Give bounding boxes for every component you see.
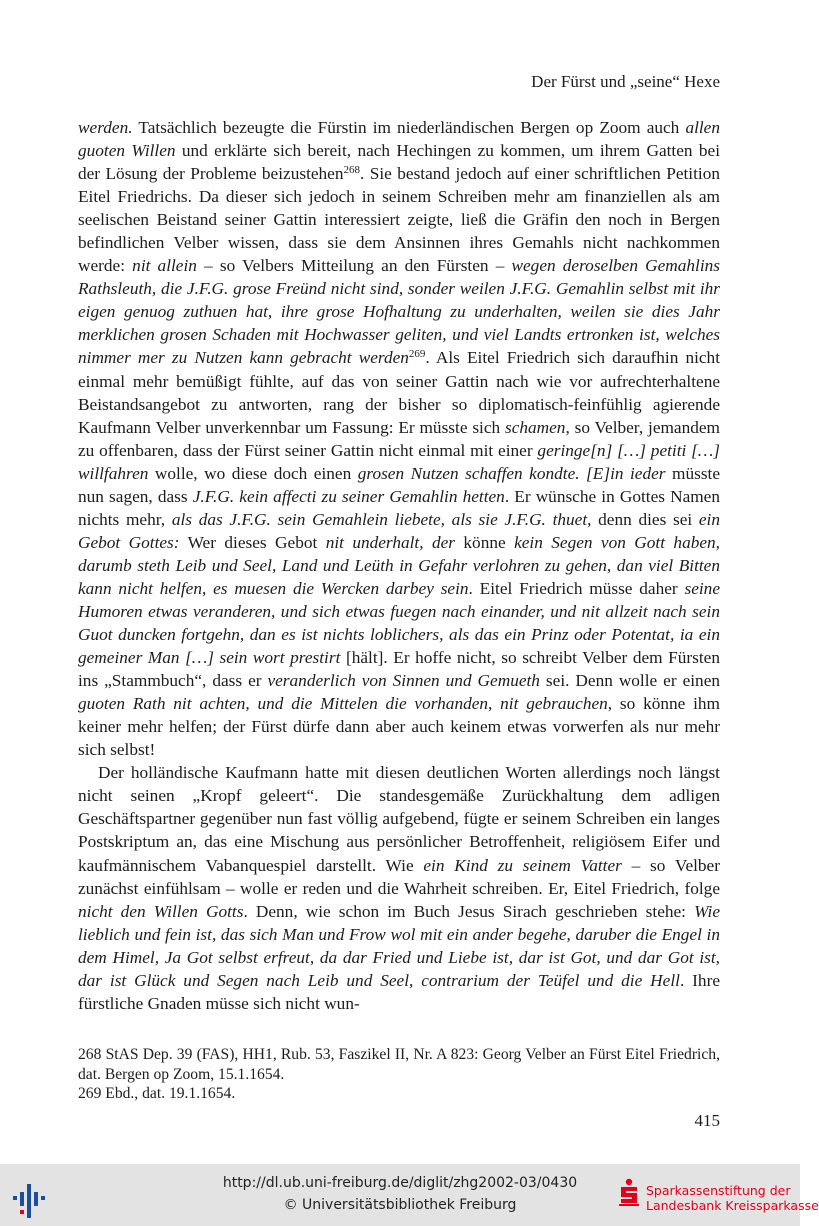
italic-quotation: ein Gebot Gottes: [78,509,721,552]
italic-quotation: nicht den Willen Gotts [78,901,244,921]
sponsor-block [618,1178,819,1218]
footnote-269: 269 Ebd., dat. 19.1.1654. [78,1085,236,1102]
italic-quotation: grosen Nutzen schaffen kondte. [E]in ieder [357,463,666,483]
running-head: Der Fürst und „seine“ Hexe [531,72,720,91]
sponsor-text [646,1183,819,1213]
italic-quotation: nit allein [132,256,197,276]
italic-quotation: allen guoten Willen [78,118,720,161]
body-text [78,116,720,1015]
page-number: 415 [694,1111,720,1130]
paragraph-1: werden. Tatsächlich bezeugte die Fürstin im niederländischen Bergen op Zoom auch allen guoten Willen und erklärte sich bereit, nach Hechingen zu kommen, um ihrem Gatten bei der Lösung der Probleme beizustehen$^{268}$. Sie bestand jedoch auf einer schriftlichen Petition Eitel Friedrichs. Da dieser sich jedoch in seinem Schreiben mehr am finanziellen als am seelischen Beistand seiner Gattin interessiert zeigte, ließ die Gräfin den noch in Bergen befindlichen Velber wissen, dass sie dem Ansinnen ihres Gemahls nicht nachkommen werde: nit allein – so Velbers Mitteilung an den Fürsten – wegen deroselben Gemahlins Rathsleuth, die J.F.G. grose Freünd nicht sind, sonder weilen J.F.G. Gemahlin selbst mit ihr eigen genuog zuthuen hat, ihre grose Hofhaltung zu underhalten, weilen sie dies Jahr merklichen grosen Schaden mit Hochwasser geliten, und viel Landts ertronken ist, welches nimmer mer zu Nutzen kann gebracht werden$^{269}$. Als Eitel Friedrich sich daraufhin nicht einmal mehr bemüßigt fühlte, auf das von seiner Gattin nach wie vor aufrechterhaltene Beistandsangebot zu antworten, rang der bisher so diplomatisch-feinfühlig agierende Kaufmann Velber unverkennbar um Fassung: Er müsste sich schamen, so Velber, jemandem zu offenbaren, dass der Fürst seiner Gattin nicht einmal mit einer geringe[n] […] petiti […] willfahren wolle, wo diese doch einen grosen Nutzen schaffen kondte. [E]in ieder müsste nun sagen, dass J.F.G. kein affecti zu seiner Gemahlin hetten. Er wünsche in Gottes Namen nichts mehr, als das J.F.G. sein Gemahlein liebete, als sie J.F.G. thuet, denn dies sei ein Gebot Gottes: Wer dieses Gebot nit underhalt, der könne kein Segen von Gott haben, darumb steth Leib und Seel, Land und Leüth in Gefahr verlohren zu gehen, dan viel Bitten kann nicht helfen, es muesen die Wercken darbey sein. Eitel Friedrich müsse daher seine Humoren etwas veranderen, und sich etwas fuegen nach einander, und nit allzeit nach sein Guot duncken fortgehn, dan es ist nichts loblichers, als das ein Prinz oder Potentat, ia ein gemeiner Man […] sein wort prestirt [hält]. Er hoffe nicht, so schreibt Velber dem Fürsten ins „Stammbuch“, dass er veranderlich von Sinnen und Gemueth sei. Denn wolle er einen guoten Rath nit achten, und die Mittelen die vorhanden, nit gebrauchen, so könne ihm keiner mehr helfen; der Fürst dürfe dann aber auch keinem etwas vorwerfen als nur mehr sich selbst! [78,118,721,760]
ub-freiburg-logo-icon [10,1180,50,1220]
footer-copyright: © Universitätsbibliothek Freiburg [283,1197,517,1213]
italic-quotation: J.F.G. kein affecti zu seiner Gemahlin hetten [192,486,505,506]
sponsor-line-1: Sparkassenstiftung der [646,1183,791,1198]
italic-quotation: werden. [78,118,133,137]
italic-quotation: kein Segen von Gott haben, darumb steth Leib und Seel, Land und Leüth in Gefahr verlohren zu gehen, dan viel Bitten kann nicht helfen, es muesen die Wercken darbey sein [78,532,720,598]
library-footer [0,1164,819,1226]
footnotes [78,1045,720,1104]
italic-quotation: guoten Rath nit achten, und die Mittelen die vorhanden, nit gebrauchen [78,694,608,714]
paragraph-2: Der holländische Kaufmann hatte mit diesen deutlichen Worten allerdings noch längst nicht seinen „Kropf geleert“. Die standesgemäße Zurückhaltung dem adligen Geschäftspartner gegenüber nun fast völlig aufgebend, fügte er seinem Schreiben ein langes Postskriptum an, das eine Mischung aus persönlicher Betroffenheit, religiösem Eifer und kaufmännischem Vabanquespiel darstellt. Wie ein Kind zu seinem Vatter – so Velber zunächst einfühlsam – wolle er reden und die Wahrheit schreiben. Er, Eitel Friedrich, folge nicht den Willen Gotts. Denn, wie schon im Buch Jesus Sirach geschrieben stehe: Wie lieblich und fein ist, das sich Man und Frow wol mit ein ander begehe, daruber die Engel in dem Himel, Ja Got selbst erfreut, da dar Fried und Liebe ist, dar ist Got, und dar Got ist, dar ist Glück und Segen nach Leib und Seel, contrarium der Teüfel und die Hell. Ihre fürstliche Gnaden müsse sich nicht wun- [78,763,721,1013]
footnote-268: 268 StAS Dep. 39 (FAS), HH1, Rub. 53, Faszikel II, Nr. A 823: Georg Velber an Fürst Eitel Friedrich, dat. Bergen op Zoom, 15.1.1654. [78,1046,720,1083]
footer-text [190,1172,610,1216]
footnote-ref: 268 [343,164,360,177]
footnote-ref: 269 [408,348,426,361]
italic-quotation: veranderlich von Sinnen und Gemueth [267,671,540,691]
sponsor-line-2: Landesbank Kreissparkasse [646,1198,819,1213]
italic-quotation: geringe[n] […] petiti […] willfahren [78,440,720,483]
footer-url-link[interactable]: http://dl.ub.uni-freiburg.de/diglit/zhg2002-03/0430 [222,1175,578,1191]
italic-quotation: ein Kind zu seinem Vatter [423,855,622,875]
italic-quotation: seine Humoren etwas veranderen, und sich etwas fuegen nach einander, und nit allzeit nach sein Guot duncken fortgehn, dan es ist nichts loblichers, als das ein Prinz oder Potentat, ia ein gemeiner Man […] sein wort prestirt [78,578,720,668]
italic-quotation: wegen deroselben Gemahlins Rathsleuth, die J.F.G. grose Freünd nicht sind, sonder weilen J.F.G. Gemahlin selbst mit ihr eigen genuog zuthuen hat, ihre grose Hofhaltung zu underhalten, weilen sie dies Jahr merklichen grosen Schaden mit Hochwasser geliten, und viel Landts ertronken ist, welches nimmer mer zu Nutzen kann gebracht werden [78,256,720,368]
italic-quotation: als das J.F.G. sein Gemahlein liebete, als sie J.F.G. thuet [171,509,588,529]
sparkasse-logo-icon [618,1178,640,1206]
italic-quotation: schamen [504,417,566,437]
italic-quotation: nit underhalt, der [325,532,455,552]
italic-quotation: Wie lieblich und fein ist, das sich Man und Frow wol mit ein ander begehe, daruber die Engel in dem Himel, Ja Got selbst erfreut, da dar Fried und Liebe ist, dar ist Got, und dar Got ist, dar ist Glück und Segen nach Leib und Seel, contrarium der Teüfel und die Hell [78,901,721,990]
